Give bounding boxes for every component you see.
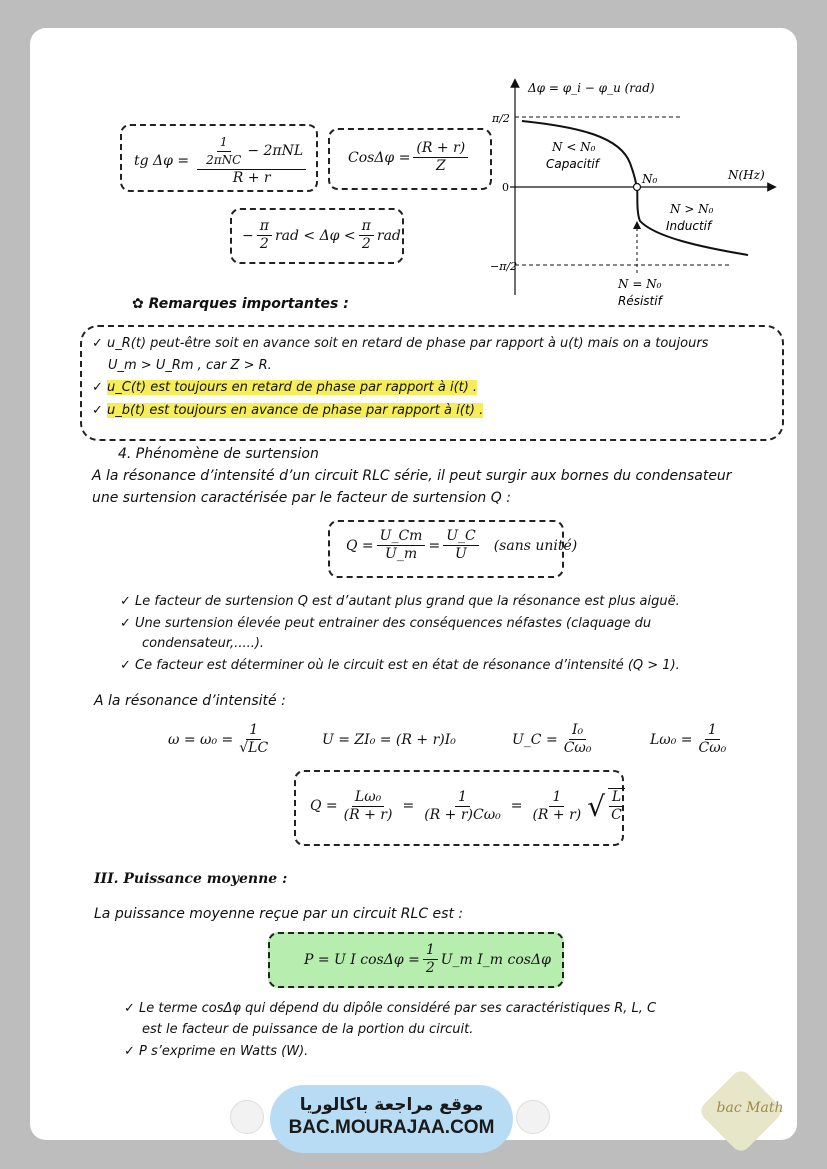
range-mid: rad < Δφ < <box>274 227 356 244</box>
omega-num: 1 <box>246 722 261 740</box>
q2-f2-num: 1 <box>455 789 470 807</box>
range-pi-1: π <box>257 218 272 236</box>
q-unit: (sans unité) <box>493 537 578 554</box>
surtension-bullet-2: ✓ Une surtension élevée peut entrainer des conséquences néfastes (claquage du <box>120 616 652 631</box>
q2-f3-num: 1 <box>549 789 564 807</box>
phase-graph <box>490 75 780 315</box>
resonance-label: Résistif <box>618 294 662 308</box>
uc-lhs: U_C = <box>512 731 558 748</box>
range-pi-2: π <box>359 218 374 236</box>
puissance-intro: La puissance moyenne reçue par un circuit RLC est : <box>94 906 464 922</box>
puissance-bullet-text-1: Le terme cosΔφ qui dépend du dipôle considéré par ses caractéristiques R, L, C <box>139 1001 657 1016</box>
sqrt-sign: √ <box>587 789 606 823</box>
q2-eq-2: = <box>510 798 523 814</box>
u-formula: U = ZI₀ = (R + r)I₀ <box>322 732 456 748</box>
resonance-cond: N = N₀ <box>618 277 662 291</box>
omega-formula <box>168 722 274 757</box>
surtension-intro-2: une surtension caractérisée par le facteur de surtension Q : <box>92 490 511 506</box>
region-inductif-cond: N > N₀ <box>670 202 714 216</box>
q-formula-box <box>328 520 578 578</box>
resonance-title: A la résonance d’intensité : <box>94 693 286 709</box>
uc-num: I₀ <box>569 722 586 740</box>
tg-den: R + r <box>232 170 271 186</box>
q-f2-den: U <box>455 546 467 562</box>
q2-f1-den: (R + r) <box>343 806 393 823</box>
remarks-title-text: Remarques importantes : <box>148 296 349 312</box>
p-rest: U_m I_m cosΔφ <box>440 951 551 968</box>
surtension-bullet-text-1: Le facteur de surtension Q est d’autant plus grand que la résonance est plus aiguë. <box>135 594 680 609</box>
power-formula-box <box>268 932 564 988</box>
q2-f2-den: (R + r)Cω₀ <box>424 806 501 823</box>
bacmath-stamp-text: bac Math <box>716 1100 784 1116</box>
surtension-bullet-text-2: Une surtension élevée peut entrainer des conséquences néfastes (claquage du <box>135 616 652 631</box>
remark-text-2: U_m > U_Rm , car Z > R. <box>108 358 272 373</box>
range-two-1: 2 <box>259 236 269 252</box>
omega-lhs: ω = ω₀ = <box>168 731 234 748</box>
uc-den: Cω₀ <box>563 740 592 756</box>
q-eq: = <box>428 537 441 554</box>
q2-eq-1: = <box>402 798 415 814</box>
lw-formula <box>650 722 732 757</box>
p-half-num: 1 <box>423 942 438 960</box>
q-f2-num: U_C <box>443 528 479 546</box>
cos-num: (R + r) <box>413 140 468 158</box>
remark-item-4: ✓ u_b(t) est toujours en avance de phase par rapport à i(t) . <box>92 403 484 418</box>
top-tick-label: π/2 <box>492 112 510 125</box>
remark-text-1: u_R(t) peut-être soit en avance soit en retard de phase par rapport à u(t) mais on a toujours <box>107 336 709 351</box>
tg-inner-den: 2πNC <box>206 153 242 167</box>
q2-formula-box <box>294 770 624 846</box>
graph-ylabel: Δφ = φ_i − φ_u (rad) <box>528 81 655 95</box>
region-capacitif-cond: N < N₀ <box>552 140 596 154</box>
q2-sqrt-den: C <box>611 807 622 823</box>
remark-item-2 <box>108 358 272 373</box>
lw-lhs: Lω₀ = <box>650 731 693 748</box>
cos-formula-box <box>328 128 492 190</box>
range-two-2: 2 <box>361 236 371 252</box>
puissance-bullet-1b <box>142 1022 473 1037</box>
site-banner-url[interactable]: BAC.MOURAJAA.COM <box>288 1117 495 1138</box>
puissance-bullet-1: ✓ Le terme cosΔφ qui dépend du dipôle considéré par ses caractéristiques R, L, C <box>124 1001 657 1016</box>
remark-text-4: u_b(t) est toujours en avance de phase par rapport à i(t) . <box>107 403 484 418</box>
tg-num-rest: − 2πNL <box>247 143 304 159</box>
puissance-bullet-text-1b: est le facteur de puissance de la portion du circuit. <box>142 1022 474 1037</box>
puissance-title: III. Puissance moyenne : <box>94 871 288 887</box>
zero-label: 0 <box>502 181 509 194</box>
q-f1-den: U_m <box>385 546 418 562</box>
tg-inner-num: 1 <box>217 134 231 152</box>
footer-logo-right <box>516 1100 550 1134</box>
p-half-den: 2 <box>425 960 435 976</box>
cos-den: Z <box>435 158 446 174</box>
remark-item-3: ✓ u_C(t) est toujours en retard de phase par rapport à i(t) . <box>92 380 478 395</box>
q-lhs: Q = <box>346 537 374 554</box>
footer-logo-left <box>230 1100 264 1134</box>
remarks-title <box>132 296 349 312</box>
uc-formula <box>512 722 597 757</box>
cos-lhs: CosΔφ = <box>348 149 411 166</box>
remark-text-3: u_C(t) est toujours en retard de phase par rapport à i(t) . <box>107 380 478 395</box>
omega-den: √LC <box>239 740 269 756</box>
lw-num: 1 <box>705 722 720 740</box>
lw-den: Cω₀ <box>698 740 727 756</box>
puissance-bullet-text-2: P s’exprime en Watts (W). <box>139 1044 309 1059</box>
n0-label: N₀ <box>642 172 658 186</box>
q2-f3-den: (R + r) <box>532 806 582 823</box>
surtension-bullet-1: ✓ Le facteur de surtension Q est d’autant plus grand que la résonance est plus aiguë. <box>120 594 680 609</box>
q-f1-num: U_Cm <box>377 528 426 546</box>
bottom-tick-label: −π/2 <box>490 260 518 273</box>
site-banner[interactable] <box>270 1085 513 1153</box>
puissance-bullet-2: ✓ P s’exprime en Watts (W). <box>124 1044 309 1059</box>
range-rad: rad <box>376 227 401 244</box>
range-minus: − <box>242 227 254 244</box>
p-lhs: P = U I cosΔφ = <box>304 951 420 968</box>
q2-lhs: Q = <box>310 798 338 814</box>
region-inductif: Inductif <box>666 219 712 233</box>
surtension-intro-1: A la résonance d’intensité d’un circuit RLC série, il peut surgir aux bornes du condensateur <box>92 468 732 484</box>
n0-point <box>634 184 641 191</box>
q2-f1-num: Lω₀ <box>352 789 384 807</box>
surtension-bullet-text-3: Ce facteur est déterminer où le circuit est en état de résonance d’intensité (Q > 1). <box>135 658 680 673</box>
tg-formula-box <box>120 124 318 192</box>
range-box <box>230 208 404 264</box>
remark-item-1: ✓ u_R(t) peut-être soit en avance soit en retard de phase par rapport à u(t) mais on a toujours <box>92 336 709 351</box>
site-banner-arabic: موقع مراجعة باكالوريا <box>299 1095 484 1115</box>
region-capacitif: Capacitif <box>546 157 599 171</box>
q2-sqrt-num: L <box>609 789 624 807</box>
tg-lhs: tg Δφ = <box>134 152 190 169</box>
surtension-bullet-2b <box>142 636 264 651</box>
surtension-title: 4. Phénomène de surtension <box>118 446 319 462</box>
remarks-icon: ✿ <box>132 296 149 312</box>
surtension-bullet-text-2b: condensateur,.....). <box>142 636 265 651</box>
surtension-bullet-3: ✓ Ce facteur est déterminer où le circuit est en état de résonance d’intensité (Q > 1). <box>120 658 680 673</box>
graph-xlabel: N(Hz) <box>728 168 765 182</box>
